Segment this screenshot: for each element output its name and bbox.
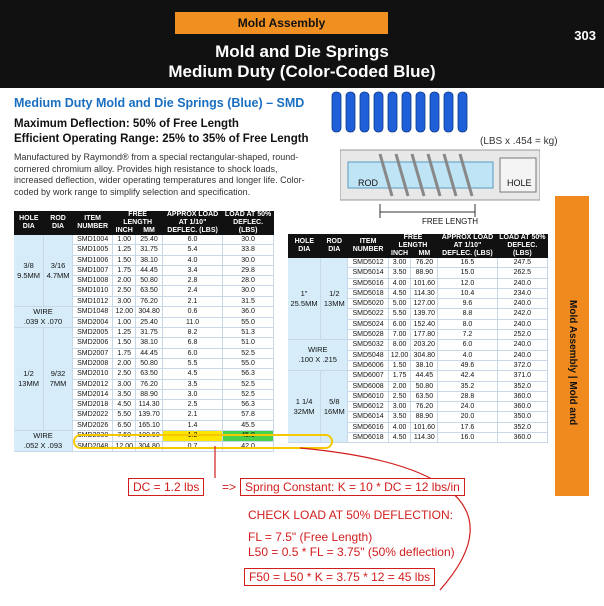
item-number-cell: SMD2026 <box>73 420 113 430</box>
load-50-cell: 55.0 <box>223 317 274 328</box>
free-length-inch-cell: 1.75 <box>113 265 136 275</box>
approx-load-cell: 1.4 <box>162 420 222 430</box>
free-length-mm-cell: 304.80 <box>136 441 163 452</box>
item-number-cell: SMD2018 <box>73 400 113 410</box>
free-length-mm-cell: 139.70 <box>411 309 438 319</box>
free-length-mm-cell: 38.10 <box>411 360 438 370</box>
rod-dia-cell: 5/8 16MM <box>321 371 348 443</box>
free-length-inch-cell: 7.50 <box>113 431 136 442</box>
wire-size-cell: WIRE .100 X .215 <box>288 340 348 371</box>
load-50-cell: 372.0 <box>497 360 547 370</box>
load-50-cell: 252.0 <box>497 330 547 340</box>
item-number-cell: SMD5022 <box>348 309 388 319</box>
check-load-heading: CHECK LOAD AT 50% DEFLECTION: <box>248 508 453 522</box>
item-number-cell: SMD1004 <box>73 235 113 245</box>
free-length-inch-cell: 2.00 <box>113 358 136 368</box>
approx-load-cell: 42.4 <box>438 371 497 381</box>
header-rod-dia: ROD DIA <box>321 234 348 258</box>
free-length-mm-cell: 76.20 <box>411 258 438 268</box>
item-number-cell: SMD2014 <box>73 389 113 399</box>
approx-load-cell: 2.4 <box>162 286 222 296</box>
approx-load-cell: 6.0 <box>162 235 222 245</box>
free-length-inch-cell: 3.50 <box>388 268 411 278</box>
load-50-cell: 360.0 <box>497 433 547 443</box>
load-50-cell: 350.0 <box>497 412 547 422</box>
load-50-cell: 371.0 <box>497 371 547 381</box>
free-length-inch-cell: 4.50 <box>388 433 411 443</box>
load-50-cell: 247.5 <box>497 258 547 268</box>
item-number-cell: SMD2030 <box>73 431 113 442</box>
free-length-mm-cell: 44.45 <box>136 348 163 358</box>
item-number-cell: SMD5014 <box>348 268 388 278</box>
free-length-inch-cell: 1.75 <box>113 348 136 358</box>
load-50-cell: 36.0 <box>223 307 274 318</box>
load-50-cell: 242.0 <box>497 309 547 319</box>
item-number-cell: SMD2007 <box>73 348 113 358</box>
free-length-inch-cell: 1.50 <box>388 360 411 370</box>
approx-load-cell: 10.4 <box>438 288 497 298</box>
item-number-cell: SMD6007 <box>348 371 388 381</box>
free-length-mm-cell: 88.90 <box>411 412 438 422</box>
f50-annotation: F50 = L50 * K = 3.75 * 12 = 45 lbs <box>244 568 435 586</box>
header-mm: MM <box>411 250 438 258</box>
free-length-inch-cell: 2.00 <box>388 381 411 391</box>
free-length-inch-cell: 1.25 <box>113 245 136 255</box>
free-length-mm-cell: 50.80 <box>411 381 438 391</box>
free-length-inch-cell: 5.50 <box>388 309 411 319</box>
operating-range-text: Efficient Operating Range: 25% to 35% of Free Length <box>14 133 309 145</box>
load-50-cell: 45.5 <box>223 420 274 430</box>
free-length-mm-cell: 304.80 <box>411 350 438 360</box>
load-50-cell: 33.8 <box>223 245 274 255</box>
hole-dia-cell: 1/2 13MM <box>14 328 44 431</box>
load-50-cell: 57.8 <box>223 410 274 420</box>
spring-table-right <box>288 234 548 443</box>
free-length-mm-cell: 44.45 <box>136 265 163 275</box>
free-length-inch-cell: 3.00 <box>113 379 136 389</box>
item-number-cell: SMD5028 <box>348 330 388 340</box>
hole-dia-cell: 1 1/4 32MM <box>288 371 321 443</box>
free-length-mm-cell: 31.75 <box>136 328 163 338</box>
approx-load-cell: 5.5 <box>162 358 222 368</box>
approx-load-cell: 35.2 <box>438 381 497 391</box>
free-length-mm-cell: 88.90 <box>411 268 438 278</box>
approx-load-cell: 4.0 <box>162 255 222 265</box>
free-length-inch-cell: 1.50 <box>113 338 136 348</box>
load-50-cell: 240.0 <box>497 278 547 288</box>
approx-load-cell: 2.1 <box>162 410 222 420</box>
load-50-cell: 28.0 <box>223 276 274 286</box>
approx-load-cell: 2.1 <box>162 296 222 306</box>
free-length-mm-cell: 63.50 <box>136 286 163 296</box>
free-length-inch-cell: 4.00 <box>388 278 411 288</box>
free-length-inch-cell: 1.75 <box>388 371 411 381</box>
free-length-mm-cell: 25.40 <box>136 235 163 245</box>
rod-label: ROD <box>358 178 378 188</box>
approx-load-cell: 4.5 <box>162 369 222 379</box>
free-length-mm-cell: 304.80 <box>136 307 163 318</box>
item-number-cell: SMD2022 <box>73 410 113 420</box>
item-number-cell: SMD5016 <box>348 278 388 288</box>
item-number-cell: SMD6012 <box>348 402 388 412</box>
item-number-cell: SMD6014 <box>348 412 388 422</box>
header-free-length: FREE LENGTH <box>113 211 163 227</box>
approx-load-cell: 2.8 <box>162 276 222 286</box>
free-length-inch-cell: 8.00 <box>388 340 411 350</box>
spring-image <box>328 86 473 138</box>
load-50-cell: 360.0 <box>497 391 547 401</box>
hole-dia-cell: 3/8 9.5MM <box>14 235 44 307</box>
free-length-inch-cell: 2.50 <box>113 369 136 379</box>
item-number-cell: SMD5024 <box>348 319 388 329</box>
header-hole-dia: HOLE DIA <box>14 211 44 235</box>
free-length-inch-cell: 1.00 <box>113 317 136 328</box>
item-number-cell: SMD1005 <box>73 245 113 255</box>
free-length-mm-cell: 114.30 <box>136 400 163 410</box>
free-length-mm-cell: 63.50 <box>136 369 163 379</box>
approx-load-cell: 3.4 <box>162 265 222 275</box>
page-title-line2: Medium Duty (Color-Coded Blue) <box>168 62 436 81</box>
free-length-inch-cell: 12.00 <box>113 441 136 452</box>
load-50-cell: 45.0 <box>223 431 274 442</box>
page-title-line1: Mold and Die Springs <box>215 42 389 61</box>
load-50-cell: 30.0 <box>223 255 274 265</box>
item-number-cell: SMD1008 <box>73 276 113 286</box>
dc-annotation: DC = 1.2 lbs <box>128 478 204 496</box>
free-length-mm-cell: 190.50 <box>136 431 163 442</box>
approx-load-cell: 9.6 <box>438 299 497 309</box>
item-number-cell: SMD6018 <box>348 433 388 443</box>
item-number-cell: SMD2004 <box>73 317 113 328</box>
free-length-inch-cell: 3.50 <box>388 412 411 422</box>
approx-load-cell: 8.0 <box>438 319 497 329</box>
free-length-equation: FL = 7.5" (Free Length) <box>248 530 373 544</box>
load-50-cell: 52.5 <box>223 379 274 389</box>
item-number-cell: SMD5012 <box>348 258 388 268</box>
free-length-inch-cell: 1.00 <box>113 235 136 245</box>
approx-load-cell: 17.6 <box>438 422 497 432</box>
table-row <box>14 235 274 245</box>
table-row <box>14 328 274 338</box>
free-length-inch-cell: 3.00 <box>113 296 136 306</box>
approx-load-cell: 5.4 <box>162 245 222 255</box>
item-number-cell: SMD2006 <box>73 338 113 348</box>
free-length-mm-cell: 114.30 <box>411 433 438 443</box>
load-50-cell: 42.0 <box>223 441 274 452</box>
free-length-inch-cell: 12.00 <box>113 307 136 318</box>
lbs-conversion-note: (LBS x .454 = kg) <box>480 136 558 147</box>
load-50-cell: 51.3 <box>223 328 274 338</box>
header-approx-load: APPROX LOAD AT 1/10" DEFLEC. (LBS) <box>438 234 497 258</box>
item-number-cell: SMD2048 <box>73 441 113 452</box>
page-number: 303 <box>574 28 596 43</box>
rod-dia-cell: 3/16 4.7MM <box>44 235 73 307</box>
approx-load-cell: 3.0 <box>162 389 222 399</box>
load-50-cell: 55.0 <box>223 358 274 368</box>
approx-load-cell: 6.0 <box>162 348 222 358</box>
spring-constant-annotation: Spring Constant: K = 10 * DC = 12 lbs/in <box>240 478 465 496</box>
load-50-cell: 352.0 <box>497 381 547 391</box>
header-item-number: ITEM NUMBER <box>348 234 388 258</box>
approx-load-cell: 2.5 <box>162 400 222 410</box>
free-length-inch-cell: 6.00 <box>388 319 411 329</box>
table-row <box>288 371 548 381</box>
header-item-number: ITEM NUMBER <box>73 211 113 235</box>
free-length-inch-cell: 1.50 <box>113 255 136 265</box>
item-number-cell: SMD6008 <box>348 381 388 391</box>
approx-load-cell: 3.5 <box>162 379 222 389</box>
load-50-cell: 29.8 <box>223 265 274 275</box>
approx-load-cell: 8.2 <box>162 328 222 338</box>
wire-size-cell: WIRE .052 X .093 <box>14 431 73 452</box>
load-50-cell: 234.0 <box>497 288 547 298</box>
free-length-mm-cell: 88.90 <box>136 389 163 399</box>
item-number-cell: SMD1010 <box>73 286 113 296</box>
item-number-cell: SMD5020 <box>348 299 388 309</box>
item-number-cell: SMD5048 <box>348 350 388 360</box>
load-50-cell: 30.0 <box>223 286 274 296</box>
free-length-inch-cell: 2.50 <box>388 391 411 401</box>
free-length-inch-cell: 6.50 <box>113 420 136 430</box>
approx-load-cell: 49.6 <box>438 360 497 370</box>
approx-load-cell: 7.2 <box>438 330 497 340</box>
approx-load-cell: 11.0 <box>162 317 222 328</box>
free-length-mm-cell: 50.80 <box>136 276 163 286</box>
free-length-mm-cell: 177.80 <box>411 330 438 340</box>
load-50-cell: 30.0 <box>223 235 274 245</box>
item-number-cell: SMD6006 <box>348 360 388 370</box>
hole-dia-cell: 1" 25.5MM <box>288 258 321 340</box>
free-length-mm-cell: 38.10 <box>136 255 163 265</box>
free-length-mm-cell: 203.20 <box>411 340 438 350</box>
approx-load-cell: 6.0 <box>438 340 497 350</box>
header-approx-load: APPROX LOAD AT 1/10" DEFLEC. (LBS) <box>162 211 222 235</box>
header-free-length: FREE LENGTH <box>388 234 438 250</box>
item-number-cell: SMD6010 <box>348 391 388 401</box>
load-50-cell: 52.5 <box>223 389 274 399</box>
free-length-mm-cell: 31.75 <box>136 245 163 255</box>
load-50-cell: 352.0 <box>497 422 547 432</box>
load-50-cell: 240.0 <box>497 319 547 329</box>
header-load-50: LOAD AT 50% DEFLEC. (LBS) <box>497 234 547 258</box>
header-inch: INCH <box>388 250 411 258</box>
free-length-label: FREE LENGTH <box>422 217 479 226</box>
load-50-cell: 56.3 <box>223 400 274 410</box>
item-number-cell: SMD1012 <box>73 296 113 306</box>
approx-load-cell: 4.0 <box>438 350 497 360</box>
approx-load-cell: 20.0 <box>438 412 497 422</box>
load-50-cell: 51.0 <box>223 338 274 348</box>
item-number-cell: SMD2005 <box>73 328 113 338</box>
item-number-cell: SMD6016 <box>348 422 388 432</box>
item-number-cell: SMD5032 <box>348 340 388 350</box>
load-50-cell: 240.0 <box>497 299 547 309</box>
max-deflection-text: Maximum Deflection: 50% of Free Length <box>14 118 239 130</box>
table-row <box>288 258 548 268</box>
approx-load-cell: 6.8 <box>162 338 222 348</box>
table-row <box>14 307 274 318</box>
free-length-mm-cell: 76.20 <box>136 296 163 306</box>
approx-load-cell: 16.5 <box>438 258 497 268</box>
free-length-inch-cell: 4.00 <box>388 422 411 432</box>
spring-table-left <box>14 211 274 452</box>
l50-equation: L50 = 0.5 * FL = 3.75" (50% deflection) <box>248 545 455 559</box>
free-length-mm-cell: 63.50 <box>411 391 438 401</box>
approx-load-cell: 24.0 <box>438 402 497 412</box>
free-length-mm-cell: 127.00 <box>411 299 438 309</box>
free-length-mm-cell: 139.70 <box>136 410 163 420</box>
load-50-cell: 240.0 <box>497 340 547 350</box>
free-length-mm-cell: 50.80 <box>136 358 163 368</box>
free-length-inch-cell: 3.00 <box>388 258 411 268</box>
item-number-cell: SMD1007 <box>73 265 113 275</box>
free-length-inch-cell: 5.00 <box>388 299 411 309</box>
sidebar-label: Mold Assembly | Mold and <box>567 300 578 426</box>
approx-load-cell: 16.0 <box>438 433 497 443</box>
free-length-inch-cell: 4.50 <box>113 400 136 410</box>
item-number-cell: SMD5018 <box>348 288 388 298</box>
header-rod-dia: ROD DIA <box>44 211 73 235</box>
approx-load-cell: 0.6 <box>162 307 222 318</box>
rod-dia-cell: 9/32 7MM <box>44 328 73 431</box>
free-length-mm-cell: 76.20 <box>411 402 438 412</box>
free-length-inch-cell: 1.25 <box>113 328 136 338</box>
free-length-inch-cell: 3.00 <box>388 402 411 412</box>
approx-load-cell: 1.2 <box>162 431 222 442</box>
free-length-mm-cell: 76.20 <box>136 379 163 389</box>
wire-size-cell: WIRE .039 X .070 <box>14 307 73 328</box>
free-length-inch-cell: 3.50 <box>113 389 136 399</box>
section-subtitle: Medium Duty Mold and Die Springs (Blue) – SMD <box>14 96 305 110</box>
free-length-mm-cell: 25.40 <box>136 317 163 328</box>
free-length-mm-cell: 101.60 <box>411 278 438 288</box>
hole-label: HOLE <box>507 178 532 188</box>
free-length-inch-cell: 12.00 <box>388 350 411 360</box>
item-number-cell: SMD1006 <box>73 255 113 265</box>
load-50-cell: 52.5 <box>223 348 274 358</box>
free-length-mm-cell: 101.60 <box>411 422 438 432</box>
free-length-inch-cell: 4.50 <box>388 288 411 298</box>
approx-load-cell: 0.7 <box>162 441 222 452</box>
item-number-cell: SMD2008 <box>73 358 113 368</box>
item-number-cell: SMD2012 <box>73 379 113 389</box>
free-length-mm-cell: 44.45 <box>411 371 438 381</box>
load-50-cell: 240.0 <box>497 350 547 360</box>
load-50-cell: 360.0 <box>497 402 547 412</box>
load-50-cell: 262.5 <box>497 268 547 278</box>
approx-load-cell: 28.8 <box>438 391 497 401</box>
free-length-mm-cell: 114.30 <box>411 288 438 298</box>
item-number-cell: SMD1048 <box>73 307 113 318</box>
free-length-mm-cell: 165.10 <box>136 420 163 430</box>
approx-load-cell: 8.8 <box>438 309 497 319</box>
header-hole-dia: HOLE DIA <box>288 234 321 258</box>
load-50-cell: 56.3 <box>223 369 274 379</box>
header-mm: MM <box>136 227 163 235</box>
item-number-cell: SMD2010 <box>73 369 113 379</box>
free-length-inch-cell: 2.50 <box>113 286 136 296</box>
header-inch: INCH <box>113 227 136 235</box>
description-text: Manufactured by Raymond® from a special rectangular-shaped, round-cornered chromium alloy. Provides high resistance to shock loads, increased deflection, wider operating temperatures and longer life. Color-coded by work range to simplify selection and specification. <box>14 152 305 197</box>
approx-load-cell: 12.0 <box>438 278 497 288</box>
table-row <box>288 340 548 350</box>
approx-load-cell: 15.0 <box>438 268 497 278</box>
rod-dia-cell: 1/2 13MM <box>321 258 348 340</box>
free-length-mm-cell: 152.40 <box>411 319 438 329</box>
section-tab: Mold Assembly <box>175 12 388 34</box>
free-length-mm-cell: 38.10 <box>136 338 163 348</box>
free-length-inch-cell: 2.00 <box>113 276 136 286</box>
arrow-text: => <box>222 480 237 494</box>
header-load-50: LOAD AT 50% DEFLEC. (LBS) <box>223 211 274 235</box>
free-length-inch-cell: 7.00 <box>388 330 411 340</box>
load-50-cell: 31.5 <box>223 296 274 306</box>
free-length-inch-cell: 5.50 <box>113 410 136 420</box>
